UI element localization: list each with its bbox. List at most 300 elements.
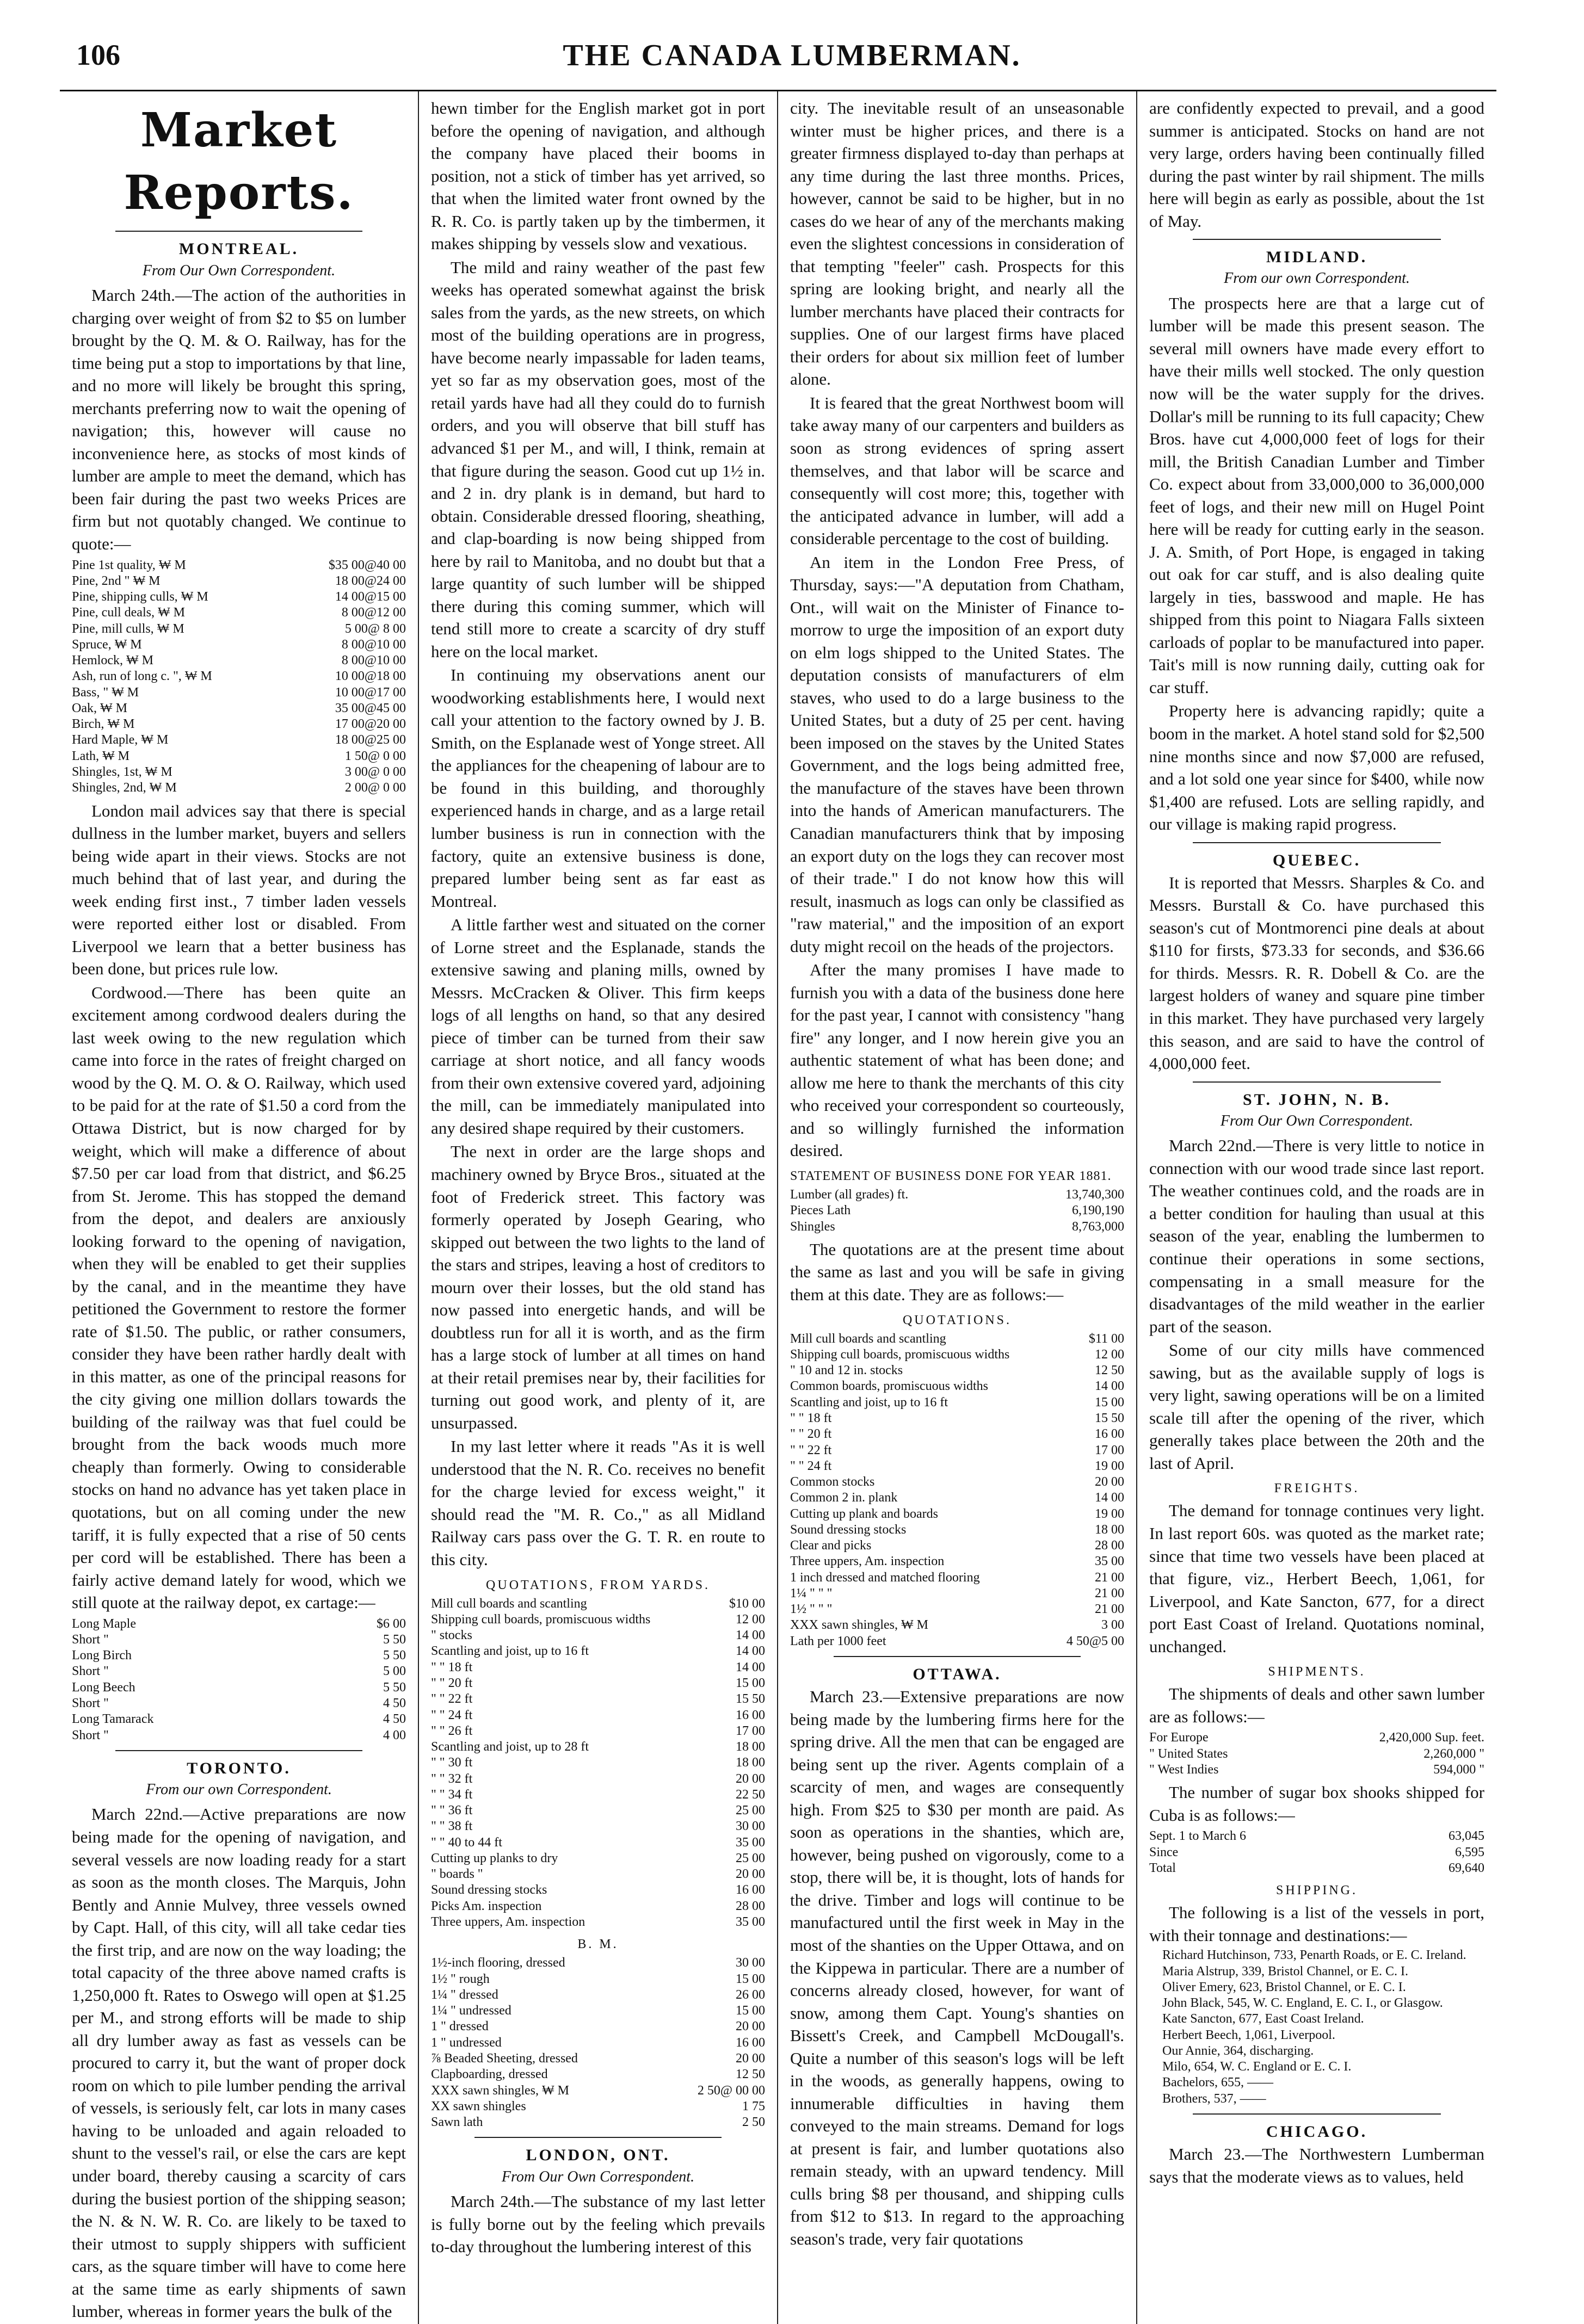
quebec-heading: QUEBEC.	[1272, 851, 1361, 869]
table-row	[1149, 1828, 1484, 1844]
table-row	[431, 1755, 765, 1771]
article-paragraph: In my last letter where it reads "As it is well understood that the N. R. Co. receives no benefit for the charge levied for excess weight," it should read the "M. R. Co.," as all Midland Railway cars pass over the G. T. R. en route to this city.	[431, 1437, 765, 1569]
stjohn-byline: From Our Own Correspondent.	[1220, 1112, 1414, 1129]
item-price: 8,763,000	[1072, 1219, 1124, 1234]
article-paragraph: The mild and rainy weather of the past few weeks has operated somewhat against the brisk sales from the yards, as the new streets, on which most of the building operations are in progress, have become nearly impassable for laden teams, yet so far as my observation goes, most of the retail yards have had all they could do to furnish orders, and you will observe that bill stuff has advanced $1 per M., and will, I think, remain at that figure during the season. Good cut up 1½ in. and 2 in. dry plank is in demand, but hard to obtain. Considerable dressed flooring, sheathing, and clap-boarding is now being shipped from here by rail to Manitoba, and no doubt but that a large quantity of such lumber will be shipped there during this coming summer, which will tend still more to create a scarcity of dry stuff here on the local market.	[431, 257, 765, 661]
item-price: 5 50	[383, 1680, 406, 1695]
table-row	[431, 2003, 765, 2019]
ottawa-heading: OTTAWA.	[913, 1665, 1002, 1683]
table-row	[790, 1474, 1124, 1490]
article-paragraph: March 23.—The Northwestern Lumberman says that the moderate views as to values, held	[1149, 2144, 1484, 2186]
item-label: " 10 and 12 in. stocks	[790, 1363, 903, 1378]
item-label: " West Indies	[1149, 1762, 1219, 1777]
item-label: XX sawn shingles	[431, 2099, 526, 2113]
item-label: Mill cull boards and scantling	[790, 1331, 946, 1346]
article-paragraph: March 23.—Extensive preparations are now being made by the lumbering firms here for the spring drive. All the men that can be engaged are being sent up the river. Agents complain of a scarcity of men, and wages are consequently high. From $25 to $30 per month are paid. As soon as operations in the shanties, which are, however, being pushed on vigorously, come to a stop, there will be, it is thought, lots of hands for the drive. Timber and logs will continue to be manufactured until the first week in May in the most of the shanties on the Upper Ottawa, and on the Kippewa in particular. There are a number of concerns already closed, however, for want of snow, among them Capt. Young's shanties on Bissett's Creek, and Campbell McDougall's. Quite a number of this season's logs will be left in the woods, as generally happens, owing to innumerable difficulties in having them conveyed to the main streams. Demand for logs at present is fair, and lumber quotations also remain steady, with an upward tendency. Mill culls bring $8 per thousand, and shipping culls from $12 to $13. In regard to the approaching season's trade, very fair quotations	[790, 1687, 1124, 2248]
item-price: 14 00	[1095, 1491, 1124, 1505]
item-label: Shingles	[790, 1219, 835, 1234]
item-label: " boards "	[431, 1867, 483, 1882]
table-row	[431, 1899, 765, 1914]
stjohn-heading: ST. JOHN, N. B.	[1243, 1090, 1391, 1109]
list-item: Bachelors, 655, ——	[1162, 2075, 1273, 2090]
item-price: 69,640	[1449, 1861, 1484, 1875]
yard-quotations-heading: QUOTATIONS, FROM YARDS.	[486, 1578, 710, 1592]
table-row	[790, 1411, 1124, 1426]
item-label: Short "	[72, 1728, 109, 1742]
table-row	[431, 2035, 765, 2051]
item-label: 1¼ " dressed	[431, 1987, 498, 2002]
item-label: Birch, ₩ M	[72, 717, 135, 732]
item-price: $35 00@40 00	[328, 558, 406, 572]
shipments-table	[1149, 1730, 1484, 1778]
table-row	[431, 1676, 765, 1691]
table-row	[431, 1708, 765, 1723]
table-row	[72, 605, 406, 621]
article-paragraph: The next in order are the large shops and machinery owned by Bryce Bros., situated at the foot of Frederick street. This factory was formerly operated by Joseph Gearing, who skipped out between the two lights to the land of the stars and stripes, leaving a host of creditors to mourn over their losses, but the old stand has now passed into energetic hands, and will be doubtless run for all it is worth, and as the firm has a large stock of lumber at all times on hand at their retail premises near by, their facilities for turning out good work, and plenty of it, are unsurpassed.	[431, 1142, 765, 1432]
item-price: 16 00	[736, 2035, 765, 2050]
item-price: 30 00	[736, 1819, 765, 1834]
item-label: 1 " dressed	[431, 2019, 489, 2034]
item-price: 21 00	[1095, 1602, 1124, 1617]
item-label: Mill cull boards and scantling	[431, 1596, 587, 1611]
item-label: Short "	[72, 1664, 109, 1679]
item-label: XXX sawn shingles, ₩ M	[790, 1618, 928, 1633]
chicago-heading: CHICAGO.	[1266, 2122, 1368, 2141]
item-label: Pieces Lath	[790, 1203, 851, 1218]
article-paragraph: March 24th.—The substance of my last letter is fully borne out by the feeling which prevails to-day throughout the lumbering interest of this	[431, 2192, 765, 2257]
table-row	[431, 1723, 765, 1739]
divider	[1193, 2113, 1441, 2115]
item-label: " " 22 ft	[790, 1443, 832, 1457]
article-paragraph: The number of sugar box shooks shipped for Cuba is as follows:—	[1149, 1783, 1484, 1825]
table-row	[431, 1987, 765, 2003]
item-price: 20 00	[736, 1867, 765, 1882]
table-row	[790, 1538, 1124, 1554]
item-label: Pine, shipping culls, ₩ M	[72, 590, 208, 604]
item-price: 15 00	[736, 2004, 765, 2018]
table-row	[431, 1851, 765, 1866]
item-price: 17 00	[736, 1723, 765, 1738]
bm-heading: B. M.	[577, 1937, 619, 1952]
table-row	[1149, 1861, 1484, 1876]
table-row	[72, 573, 406, 589]
item-label: " " 30 ft	[431, 1756, 473, 1770]
table-row	[790, 1395, 1124, 1411]
item-price: 8 00@10 00	[341, 637, 406, 652]
statement-heading: STATEMENT OF BUSINESS DONE FOR YEAR 1881.	[790, 1169, 1112, 1183]
item-price: 28 00	[736, 1899, 765, 1913]
item-price: 8 00@12 00	[341, 605, 406, 620]
item-price: 18 00	[736, 1740, 765, 1754]
item-label: Sawn lath	[431, 2115, 483, 2130]
table-row	[790, 1634, 1124, 1649]
item-label: Oak, ₩ M	[72, 701, 127, 715]
item-price: 18 00@25 00	[335, 733, 406, 747]
item-label: Common 2 in. plank	[790, 1491, 898, 1505]
item-price: 21 00	[1095, 1570, 1124, 1585]
article-paragraph: are confidently expected to prevail, and a good summer is anticipated. Stocks on hand are not very large, orders having been continually filled during the past winter by rail shipment. The mills here will begin as early as possible, about the 1st of May.	[1149, 98, 1484, 231]
table-row	[431, 1628, 765, 1643]
column-grid	[60, 90, 1496, 2321]
article-paragraph: Cordwood.—There has been quite an excitement among cordwood dealers during the last week owing to the new regulation which came into force in the rates of freight charged on wood by the Q. M. O. & O. Railway, which used to be paid for at the rate of $1.50 a cord from the Ottawa District, but is now charged for by weight, which will make a difference of about $7.50 per car load from that district, and $6.25 from St. Jerome. This has stopped the demand from the depot, and dealers are anxiously looking forward to the opening of navigation, when they will be enabled to get their supplies by the canal, and in the meantime they have petitioned the Government to restore the former rate of $1.50. The public, or rather consumers, consider they have been rather hardly dealt with in this matter, as one of the principal reasons for the city giving one million dollars towards the building of the railway was that fuel could be brought from the back woods much more cheaply than formerly. Owing to considerable stocks on hand no advance has yet taken place in quotations, but on all coming under the new tariff, it is fully expected that a rise of 50 cents per cord will be established. There has been a fairly active demand lately for wood, which we still quote at the railway depot, ex cartage:—	[72, 982, 406, 1612]
table-row	[790, 1522, 1124, 1538]
table-row	[790, 1443, 1124, 1458]
table-row	[790, 1187, 1124, 1203]
table-row	[72, 653, 406, 669]
quotations-heading: QUOTATIONS.	[902, 1313, 1012, 1327]
table-row	[431, 1835, 765, 1851]
item-price: 18 00@24 00	[335, 573, 406, 588]
item-label: Hard Maple, ₩ M	[72, 733, 169, 747]
table-row	[790, 1203, 1124, 1219]
item-label: Scantling and joist, up to 16 ft	[431, 1644, 589, 1659]
table-row	[72, 701, 406, 716]
item-label: Scantling and joist, up to 28 ft	[431, 1740, 589, 1754]
item-label: Picks Am. inspection	[431, 1899, 542, 1913]
table-row	[431, 1866, 765, 1882]
item-label: Three uppers, Am. inspection	[431, 1915, 585, 1929]
table-row	[1149, 1762, 1484, 1778]
article-paragraph: The prospects here are that a large cut of lumber will be made this present season. The several mill owners have made every effort to have their mills well stocked. The only question now will be the water supply for the drives. Dollar's mill be running to its full capacity; Chew Bros. have cut 4,000,000 feet of logs for their mill, the British Canadian Lumber and Timber Co. expect about from 33,000,000 to 36,000,000 feet of logs, and their new mill on Hugel Point here will be ready for cutting early in the season. J. A. Smith, of Port Hope, is engaged in taking out oak for car stuff, and is also dealing quite largely in ties, basswood and maple. He has shipped from this point to Niagara Falls sixteen carloads of poplar to be manufactured into paper. Tait's mill is now running daily, cutting oak for car stuff.	[1149, 293, 1484, 697]
article-paragraph: city. The inevitable result of an unseasonable winter must be higher prices, and there is a greater firmness displayed to-day than perhaps at any time during the last three months. Prices, however, cannot be said to be higher, but in no cases do we hear of any of the merchants making even the slightest concessions in consideration of that tempting "feeler" cash. Prospects for this spring are looking bright, and nearly all the lumber merchants have placed their contracts for supplies. One of our largest firms have placed their orders for about six million feet of lumber alone.	[790, 98, 1124, 389]
london-byline: From Our Own Correspondent.	[501, 2168, 695, 2185]
journal-title: THE CANADA LUMBERMAN.	[563, 39, 1021, 72]
item-label: Total	[1149, 1861, 1176, 1875]
table-row	[790, 1602, 1124, 1617]
item-price: 3 00	[1101, 1618, 1124, 1633]
table-row	[431, 1803, 765, 1819]
table-row	[431, 2115, 765, 2130]
item-label: Common boards, promiscuous widths	[790, 1379, 988, 1394]
item-label: 1¼ " " "	[790, 1586, 833, 1600]
item-price: 20 00	[736, 2019, 765, 2034]
table-row	[431, 2067, 765, 2082]
article-paragraph: March 22nd.—There is very little to notice in connection with our wood trade since last report. The weather continues cold, and the roads are in a better condition for hauling than usual at this season of the year, enabling the lumbermen to continue their operations in some sections, compensating in a small measure for the disadvantages of the mild weather in the earlier part of the season.	[1149, 1136, 1484, 1336]
statement-table	[790, 1187, 1124, 1235]
table-row	[790, 1363, 1124, 1379]
item-price: 17 00	[1095, 1443, 1124, 1457]
column-2	[419, 91, 778, 2324]
table-row	[790, 1586, 1124, 1602]
midland-heading: MIDLAND.	[1266, 248, 1368, 267]
item-price: 25 00	[736, 1803, 765, 1818]
item-label: " " 24 ft	[790, 1458, 832, 1473]
midland-byline: From our own Correspondent.	[1224, 270, 1410, 287]
table-row	[1149, 1730, 1484, 1746]
item-price: 30 00	[736, 1956, 765, 1970]
item-price: 2 50@ 00 00	[697, 2083, 765, 2098]
article-paragraph: After the many promises I have made to furnish you with a data of the business done here for the past year, I cannot with consistency "hang fire" any longer, and I now herein give you an authentic statement of what has been done; and allow me here to thank the merchants of this city who received your correspondent so courteously, and so willingly furnished the information desired.	[790, 960, 1124, 1160]
table-row	[72, 1680, 406, 1696]
article-paragraph: The shipments of deals and other sawn lumber are as follows:—	[1149, 1684, 1484, 1726]
item-label: Long Tamarack	[72, 1712, 154, 1727]
table-row	[431, 1739, 765, 1755]
item-price: 19 00	[1095, 1506, 1124, 1521]
london-heading: LONDON, ONT.	[526, 2146, 670, 2165]
item-label: Cutting up planks to dry	[431, 1851, 558, 1865]
item-price: 20 00	[736, 2051, 765, 2066]
table-row	[72, 716, 406, 732]
item-label: Sound dressing stocks	[790, 1522, 907, 1537]
item-price: 4 50	[383, 1712, 406, 1727]
item-price: 18 00	[1095, 1522, 1124, 1537]
item-price: 35 00	[1095, 1554, 1124, 1569]
item-price: 2 00@ 0 00	[344, 781, 406, 795]
page-number: 106	[76, 39, 120, 71]
item-label: " United States	[1149, 1746, 1228, 1761]
item-price: 1 50@ 0 00	[344, 749, 406, 763]
table-row	[790, 1331, 1124, 1347]
table-row	[72, 1648, 406, 1664]
item-label: ⅞ Beaded Sheeting, dressed	[431, 2051, 578, 2066]
item-price: 12 00	[1095, 1347, 1124, 1362]
item-price: 14 00@15 00	[335, 590, 406, 604]
article-paragraph: In continuing my observations anent our woodworking establishments here, I would next call your attention to the factory owned by J. B. Smith, on the Esplanade west of Yonge street. All the appliances for the cheapening of labour are to be found in this building, and thoroughly experienced hands in charge, and as a large retail lumber business is run in connection with the factory, quite an extensive business is done, prepared lumber being sent as far east as Montreal.	[431, 665, 765, 911]
article-paragraph: An item in the London Free Press, of Thursday, says:—"A deputation from Chatham, Ont., will wait on the Minister of Finance to-morrow to urge the imposition of an export duty on elm logs shipped to the United States. The deputation consists of manufacturers of elm staves, who used to do a large business to the United States, but a duty of 25 per cent. having been imposed on the staves by the United States Government, and the logs being admitted free, the manufacture of the staves have been thrown into the hands of American manufacturers. The Canadian manufacturers think that by imposing an export duty on the logs they can recover most of their trade." I do not know how this will result, inasmuch as logs can only be classified as "raw material," and the imposition of an export duty might recoil on the heads of the projectors.	[790, 552, 1124, 956]
item-price: 14 00	[736, 1644, 765, 1659]
table-row	[431, 1914, 765, 1930]
item-label: " " 20 ft	[431, 1676, 473, 1691]
yard-price-table	[431, 1596, 765, 1931]
item-label: 1¼ " undressed	[431, 2004, 511, 2018]
table-row	[431, 1787, 765, 1803]
item-label: Common stocks	[790, 1475, 875, 1489]
montreal-byline: From Our Own Correspondent.	[142, 262, 336, 279]
column-3	[778, 91, 1137, 2324]
section-masthead: Market Reports.	[124, 103, 354, 221]
item-price: 6,595	[1455, 1845, 1484, 1859]
item-price: 2 50	[742, 2115, 765, 2130]
item-label: Shipping cull boards, promiscuous widths	[431, 1612, 651, 1627]
table-row	[431, 1971, 765, 1987]
item-price: 1 75	[742, 2099, 765, 2113]
freights-heading: FREIGHTS.	[1274, 1481, 1360, 1496]
shipments-heading: SHIPMENTS.	[1268, 1665, 1366, 1679]
item-price: $11 00	[1088, 1331, 1124, 1346]
item-price: 22 50	[736, 1787, 765, 1802]
table-row	[72, 1711, 406, 1727]
divider	[834, 1656, 1081, 1657]
item-price: 19 00	[1095, 1458, 1124, 1473]
item-price: 14 00	[1095, 1379, 1124, 1394]
table-row	[72, 749, 406, 764]
item-label: " " 34 ft	[431, 1787, 473, 1802]
table-row	[72, 637, 406, 653]
column-4	[1137, 91, 1496, 2324]
list-item: Our Annie, 364, discharging.	[1162, 2043, 1314, 2058]
item-label: Short "	[72, 1632, 109, 1647]
item-label: Long Birch	[72, 1648, 132, 1663]
table-row	[431, 1643, 765, 1659]
article-paragraph: The quotations are at the present time about the same as last and you will be safe in giving them at this date. They are as follows:—	[790, 1239, 1124, 1304]
article-paragraph: March 22nd.—Active preparations are now being made for the opening of navigation, and several vessels are now loading ready for a start as soon as the month closes. The Marquis, John Bently and Annie Mulvey, three vessels owned by Capt. Hall, of this city, will all take cedar ties the first trip, and are now on the way loading; the total capacity of the three above named crafts is 1,250,000 ft. Rates to Oswego will open at $1.25 per M., and strong efforts will be made to ship all dry lumber away as fast as vessels can be procured to carry it, but the want of proper dock room on which to pile lumber pending the arrival of vessels, is seriously felt, car lots in many cases having to be unloaded and again reloaded to shunt to the vessel's rail, or else the cars are kept under board, thereby causing a scarcity of cars during the busiest portion of the shipping season; the N. & N. W. R. Co. are likely to be taxed to their utmost to supply shippers with sufficient cars, as the square timber will have to come here at the same time as early shipments of sawn lumber, whereas in former years the bulk of the	[72, 1804, 406, 2321]
item-label: Scantling and joist, up to 16 ft	[790, 1395, 948, 1410]
article-paragraph: The following is a list of the vessels in port, with their tonnage and destinations:—	[1149, 1903, 1484, 1945]
item-price: 4 50	[383, 1696, 406, 1710]
list-item: Richard Hutchinson, 733, Penarth Roads, or E. C. Ireland.	[1162, 1948, 1466, 1963]
list-item: Brothers, 537, ——	[1162, 2091, 1266, 2106]
divider	[115, 231, 362, 232]
shooks-table	[1149, 1828, 1484, 1876]
montreal-heading: MONTREAL.	[178, 240, 299, 258]
item-price: $10 00	[729, 1596, 765, 1611]
item-price: 6,190,190	[1072, 1203, 1124, 1218]
table-row	[790, 1570, 1124, 1586]
item-price: 2,260,000 "	[1423, 1746, 1484, 1761]
table-row	[790, 1490, 1124, 1506]
item-price: 16 00	[1095, 1427, 1124, 1442]
item-label: XXX sawn shingles, ₩ M	[431, 2083, 569, 2098]
item-label: Hemlock, ₩ M	[72, 653, 153, 668]
item-label: Bass, " ₩ M	[72, 685, 139, 700]
item-price: 35 00@45 00	[335, 701, 406, 715]
item-label: 1½ " " "	[790, 1602, 833, 1617]
item-price: 15 00	[1095, 1395, 1124, 1410]
table-row	[431, 1691, 765, 1707]
item-label: " " 18 ft	[790, 1411, 832, 1425]
item-price: 28 00	[1095, 1538, 1124, 1553]
item-price: $6 00	[377, 1616, 406, 1631]
item-price: 12 50	[736, 2067, 765, 2082]
london-price-table	[790, 1331, 1124, 1649]
list-item: Herbert Beech, 1,061, Liverpool.	[1162, 2028, 1335, 2042]
item-label: Cutting up plank and boards	[790, 1506, 938, 1521]
item-label: " " 40 to 44 ft	[431, 1835, 502, 1850]
item-label: Since	[1149, 1845, 1179, 1859]
item-label: " " 20 ft	[790, 1427, 832, 1442]
item-label: Clear and picks	[790, 1538, 872, 1553]
table-row	[72, 669, 406, 684]
article-paragraph: London mail advices say that there is special dullness in the lumber market, buyers and sellers being wide apart in their views. Stocks are not much behind that of last year, and during the week ending first inst., 7 timber laden vessels were reported either lost or disabled. From Liverpool we learn that a better business has been done, but prices rule low.	[72, 801, 406, 979]
table-row	[72, 1616, 406, 1632]
article-paragraph: The demand for tonnage continues very light. In last report 60s. was quoted as the market rate; since that time two vessels have been placed at that figure, viz., Herbert Beech, 1,061, for Liverpool, and Kate Sancton, 677, for a direct port East Coast of Ireland. Quotations nominal, unchanged.	[1149, 1501, 1484, 1656]
item-price: 4 00	[383, 1728, 406, 1742]
table-row	[1149, 1845, 1484, 1861]
article-paragraph: A little farther west and situated on the corner of Lorne street and the Esplanade, stands the extensive sawing and planing mills, owned by Messrs. McCracken & Oliver. This firm keeps logs of all lengths on hand, so that any desired piece of timber can be turned from their saw carriage at short notice, and all fancy woods from their own extensive covered yard, adjoining the mill, can be immediately manipulated into any desired shape required by their customers.	[431, 915, 765, 1138]
toronto-heading: TORONTO.	[187, 1759, 291, 1777]
item-price: 25 00	[736, 1851, 765, 1865]
item-price: 15 50	[736, 1692, 765, 1707]
item-label: 1½ " rough	[431, 1971, 490, 1986]
bm-price-table	[431, 1955, 765, 2130]
item-price: 10 00@17 00	[335, 685, 406, 700]
table-row	[790, 1379, 1124, 1394]
table-row	[72, 1664, 406, 1679]
item-label: Ash, run of long c. ", ₩ M	[72, 669, 212, 684]
item-label: " " 32 ft	[431, 1771, 473, 1786]
item-price: 17 00@20 00	[335, 717, 406, 732]
table-row	[72, 1728, 406, 1744]
table-row	[431, 1955, 765, 1971]
table-row	[1149, 1746, 1484, 1762]
table-row	[790, 1458, 1124, 1474]
item-price: 5 50	[383, 1648, 406, 1663]
article-paragraph: Property here is advancing rapidly; quite a boom in the market. A hotel stand sold for $2,500 nine months since and now $7,000 are refused, and a lot sold one year since for $400, while now $1,400 are refused. Lots are selling rapidly, and our village is making rapid progress.	[1149, 701, 1484, 834]
table-row	[790, 1219, 1124, 1235]
item-price: 12 00	[736, 1612, 765, 1627]
divider	[1193, 842, 1441, 843]
table-row	[790, 1426, 1124, 1442]
item-price: 5 00	[383, 1664, 406, 1679]
item-label: Shingles, 1st, ₩ M	[72, 765, 172, 779]
list-item: Milo, 654, W. C. England or E. C. I.	[1162, 2060, 1352, 2074]
table-row	[431, 1771, 765, 1787]
item-price: 8 00@10 00	[341, 653, 406, 668]
item-price: 14 00	[736, 1660, 765, 1674]
item-label: Pine 1st quality, ₩ M	[72, 558, 186, 572]
table-row	[72, 685, 406, 701]
item-label: Lumber (all grades) ft.	[790, 1188, 909, 1202]
item-price: 16 00	[736, 1883, 765, 1897]
item-price: 35 00	[736, 1835, 765, 1850]
item-label: 1½-inch flooring, dressed	[431, 1956, 565, 1970]
table-row	[790, 1506, 1124, 1522]
item-label: Shingles, 2nd, ₩ M	[72, 781, 177, 795]
item-label: " " 24 ft	[431, 1708, 473, 1722]
item-label: Long Maple	[72, 1616, 136, 1631]
item-price: 20 00	[1095, 1475, 1124, 1489]
item-price: 13,740,300	[1065, 1188, 1124, 1202]
item-price: 15 50	[1095, 1411, 1124, 1425]
item-label: Pine, cull deals, ₩ M	[72, 605, 185, 620]
item-label: Pine, mill culls, ₩ M	[72, 621, 184, 636]
table-row	[431, 2051, 765, 2067]
item-price: 21 00	[1095, 1586, 1124, 1600]
item-label: " " 36 ft	[431, 1803, 473, 1818]
item-label: Pine, 2nd " ₩ M	[72, 573, 161, 588]
divider	[115, 1750, 362, 1751]
item-label: " " 22 ft	[431, 1692, 473, 1707]
item-label: 1 inch dressed and matched flooring	[790, 1570, 980, 1585]
item-label: Long Beech	[72, 1680, 135, 1695]
table-row	[431, 1596, 765, 1612]
article-paragraph: hewn timber for the English market got in port before the opening of navigation, and although the company have placed their booms in position, not a stick of timber has yet arrived, so that when the limited water front owned by the R. R. Co. is partly taken up by the timbermen, it makes shipping by vessels slow and vexatious.	[431, 98, 765, 254]
article-paragraph: March 24th.—The action of the authorities in charging over weight of from $2 to $5 on lumber brought by the Q. M. & O. Railway, has for the time being put a stop to importations by that line, and no more will likely be brought this spring, merchants preferring now to wait the opening of navigation; this, however will cause no inconvenience here, as stocks of most kinds of lumber are ample to meet the demand, which has been fair during the past two weeks Prices are firm but not quotably changed. We continue to quote:—	[72, 286, 406, 554]
table-row	[72, 1696, 406, 1711]
item-label: Three uppers, Am. inspection	[790, 1554, 945, 1569]
item-label: Short "	[72, 1696, 109, 1710]
item-label: Lath per 1000 feet	[790, 1634, 886, 1648]
table-row	[790, 1554, 1124, 1569]
item-label: Sound dressing stocks	[431, 1883, 547, 1897]
item-price: 5 00@ 8 00	[344, 621, 406, 636]
list-item: John Black, 545, W. C. England, E. C. I., or Glasgow.	[1162, 1996, 1443, 2011]
item-price: 594,000 "	[1433, 1762, 1484, 1777]
table-row	[431, 2019, 765, 2035]
cordwood-price-table	[72, 1616, 406, 1744]
article-paragraph: It is feared that the great Northwest boom will take away many of our carpenters and builders as soon as strong evidences of spring assert themselves, and that labor will be scarce and consequently will cost more; this, together with the anticipated advance in lumber, will add a considerable percentage to the cost of building.	[790, 393, 1124, 548]
item-price: 63,045	[1449, 1829, 1484, 1844]
table-row	[72, 732, 406, 748]
table-row	[790, 1347, 1124, 1363]
item-label: Sept. 1 to March 6	[1149, 1829, 1246, 1844]
item-price: 3 00@ 0 00	[344, 765, 406, 779]
table-row	[431, 1882, 765, 1898]
item-label: Shipping cull boards, promiscuous widths	[790, 1347, 1010, 1362]
item-price: 5 50	[383, 1632, 406, 1647]
article-paragraph: It is reported that Messrs. Sharples & Co. and Messrs. Burstall & Co. have purchased this season's cut of Montmorenci pine deals at about $110 for firsts, $73.33 for seconds, and $36.66 for thirds. Messrs. R. R. Dobell & Co. are the largest holders of waney and square pine timber in this market. They have purchased very largely this season, and are said to have the control of 4,000,000 feet.	[1149, 873, 1484, 1073]
vessel-list	[1149, 1948, 1484, 2107]
list-item: Kate Sancton, 677, East Coast Ireland.	[1162, 2012, 1364, 2026]
item-price: 10 00@18 00	[335, 669, 406, 684]
item-price: 16 00	[736, 1708, 765, 1722]
item-price: 18 00	[736, 1756, 765, 1770]
item-label: " " 26 ft	[431, 1723, 473, 1738]
table-row	[431, 1819, 765, 1834]
item-label: Clapboarding, dressed	[431, 2067, 548, 2082]
item-price: 35 00	[736, 1915, 765, 1929]
table-row	[72, 589, 406, 605]
